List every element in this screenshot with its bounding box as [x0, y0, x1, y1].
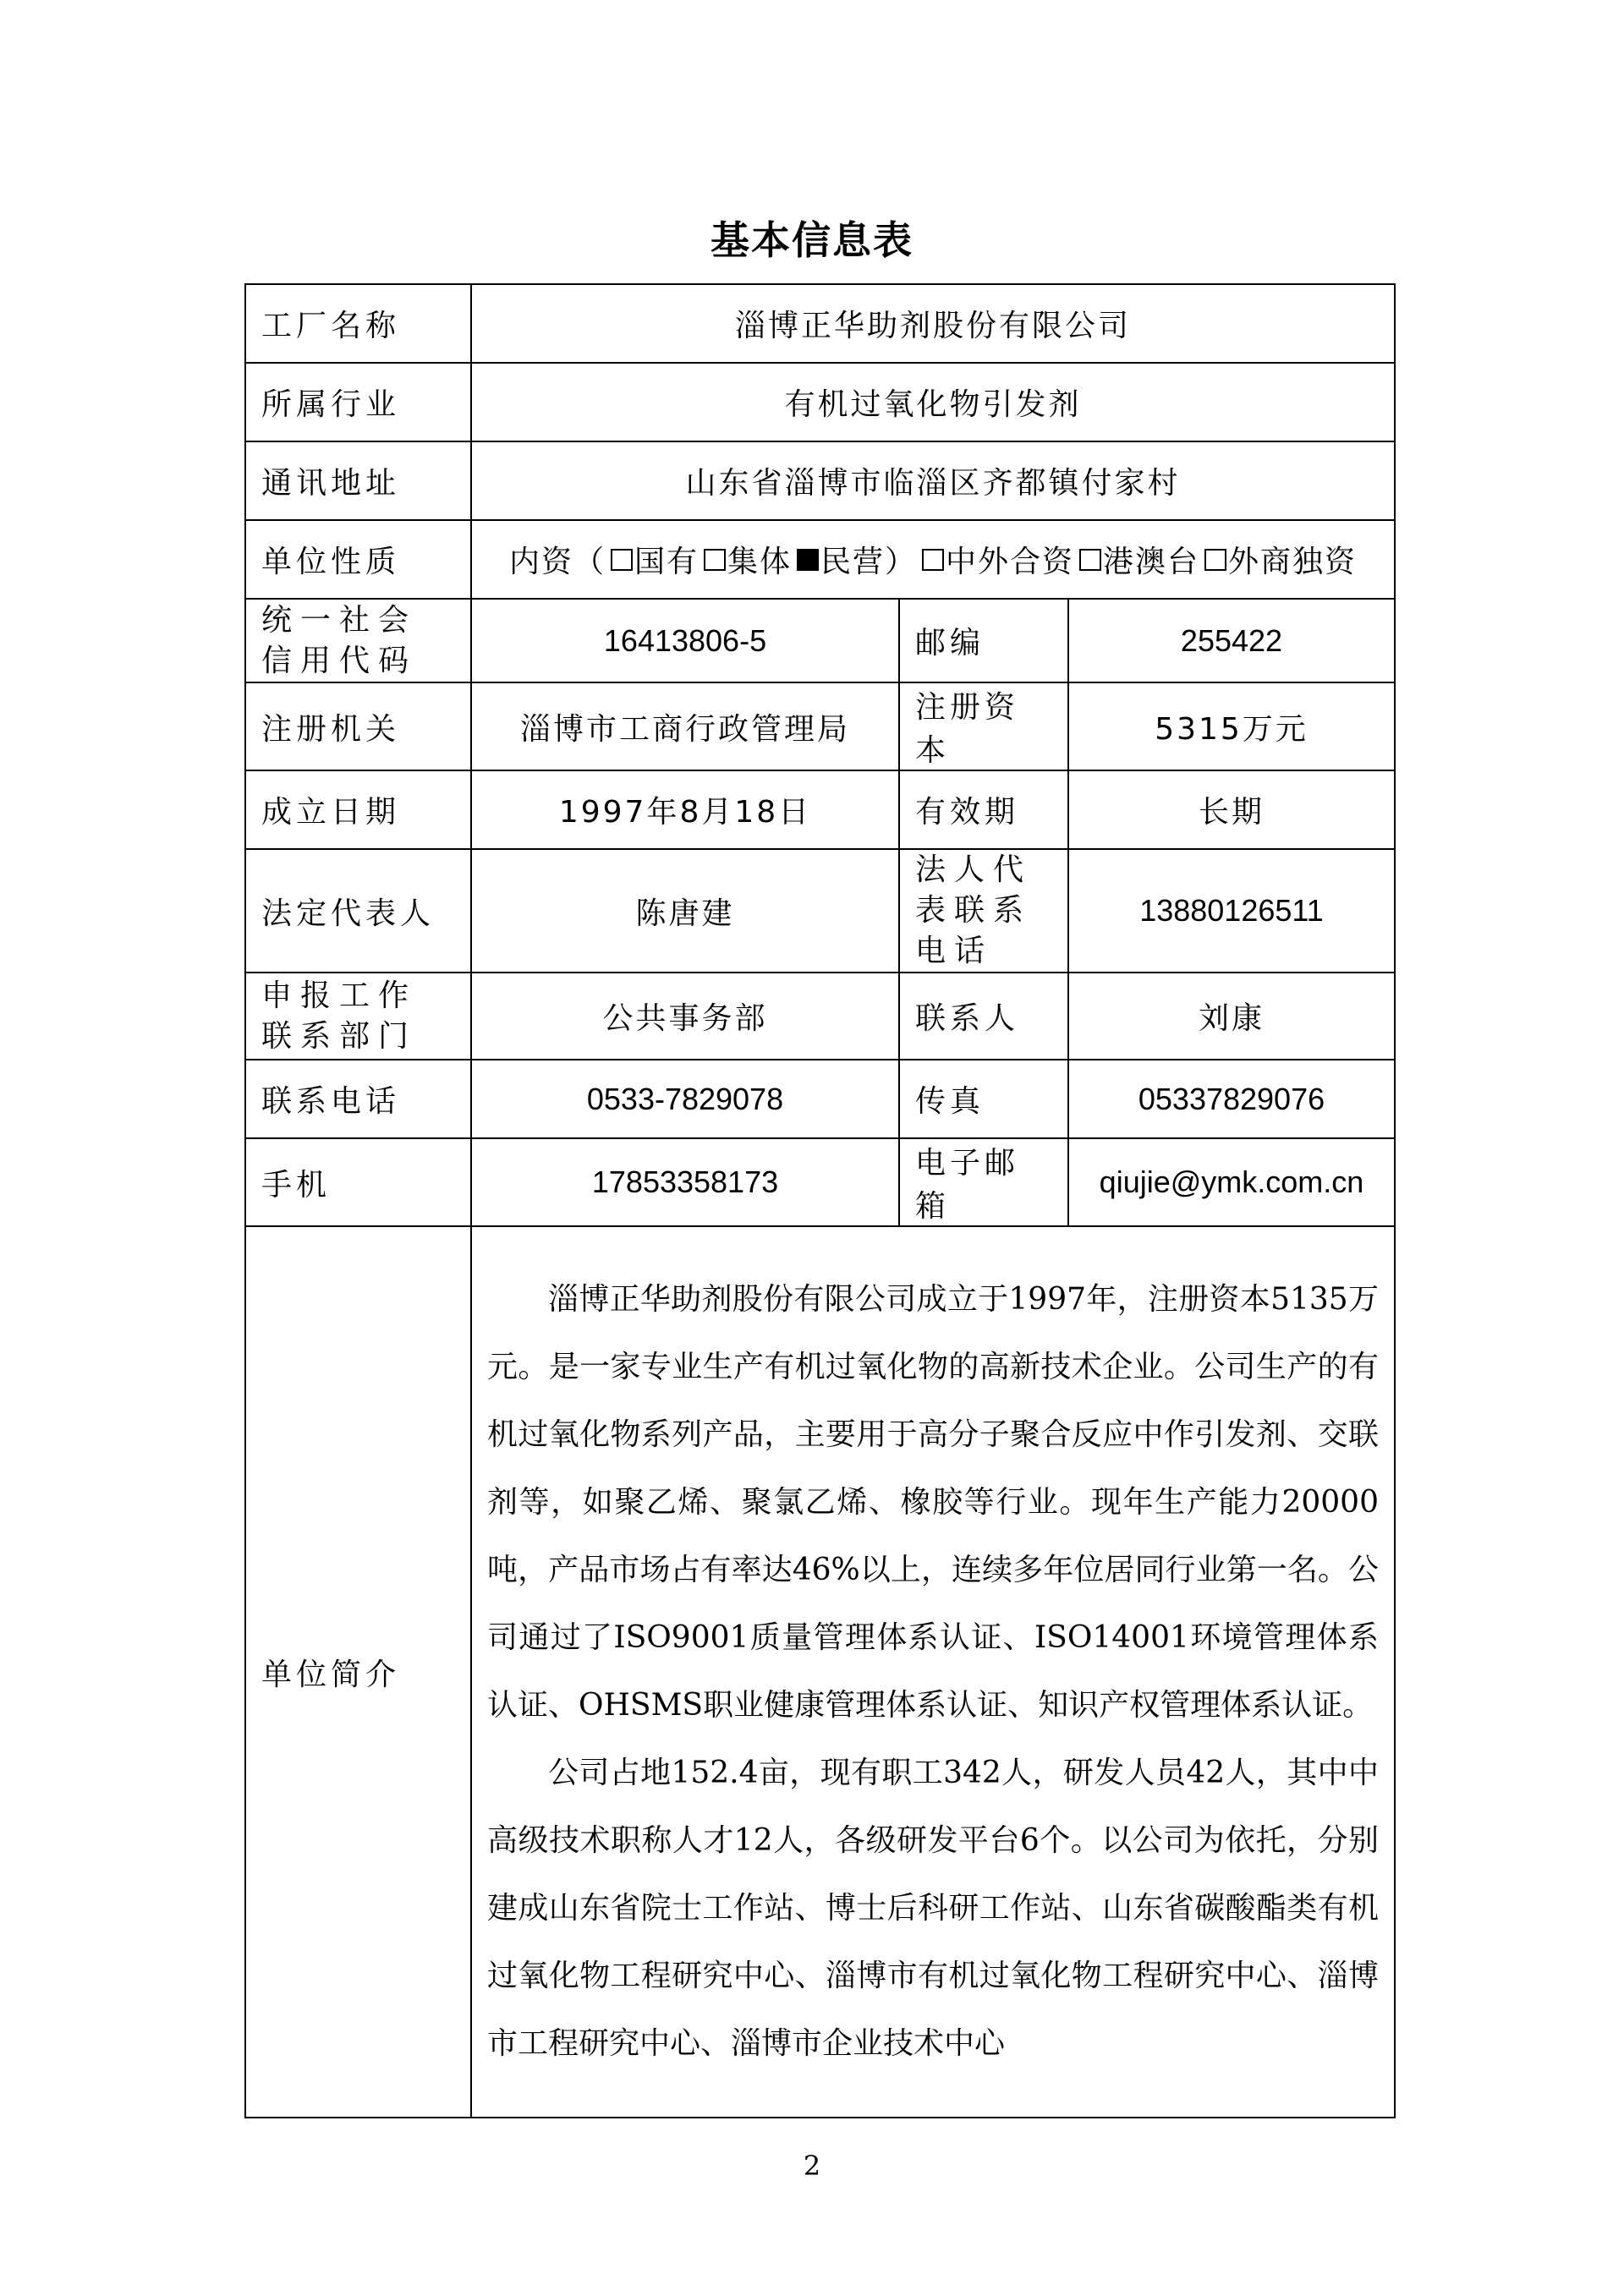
checkbox-private-checked: [797, 549, 819, 571]
legal-rep-value: 陈唐建: [471, 849, 899, 973]
industry-value: 有机过氧化物引发剂: [471, 363, 1395, 441]
foreign-owned-text: 外商独资: [1228, 545, 1358, 579]
unit-nature-value: [471, 520, 1395, 599]
established-date-value: 1997年8月18日: [471, 770, 899, 849]
checkbox-foreign-owned: [1204, 549, 1226, 571]
postcode-value: 255422: [1068, 599, 1395, 682]
row-established: [245, 770, 1395, 849]
email-value: qiujie@ymk.com.cn: [1068, 1138, 1395, 1226]
phone-label: 联系电话: [245, 1060, 471, 1138]
established-date-label: 成立日期: [245, 770, 471, 849]
fax-label: 传真: [899, 1060, 1068, 1138]
fax-value: 05337829076: [1068, 1060, 1395, 1138]
state-owned-text: 国有: [634, 545, 699, 579]
phone-value: 0533-7829078: [471, 1060, 899, 1138]
row-industry: [245, 363, 1395, 441]
legal-rep-phone-value: 13880126511: [1068, 849, 1395, 973]
credit-code-label: 统一社会信用代码: [245, 599, 471, 682]
page-title: 基本信息表: [710, 217, 914, 263]
industry-label: 所属行业: [245, 363, 471, 441]
checkbox-joint-venture: [922, 549, 944, 571]
checkbox-state-owned: [611, 549, 633, 571]
contact-dept-label: 申报工作联系部门: [245, 973, 471, 1060]
intro-label: 单位简介: [245, 1226, 471, 2118]
checkbox-hk-macao-taiwan: [1079, 549, 1101, 571]
private-text: 民营）: [820, 545, 917, 579]
mobile-label: 手机: [245, 1138, 471, 1226]
intro-paragraph: 公司占地152.4亩，现有职工342人，研发人员42人，其中中高级技术职称人才12人，各级研发平台6个。以公司为依托，分别建成山东省院士工作站、博士后科研工作站、山东省碳酸酯类有机过氧化物工程研究中心、淄博市有机过氧化物工程研究中心、淄博市工程研究中心、淄博市企业技术中心: [487, 1756, 1379, 2061]
intro-paragraph: 淄博正华助剂股份有限公司成立于1997年，注册资本5135万元。是一家专业生产有机过氧化物的高新技术企业。公司生产的有机过氧化物系列产品，主要用于高分子聚合反应中作引发剂、交联剂等，如聚乙烯、聚氯乙烯、橡胶等行业。现年生产能力20000吨，产品市场占有率达46%以上，连续多年位居同行业第一名。公司通过了ISO9001质量管理体系认证、ISO14001环境管理体系认证、OHSMS职业健康管理体系认证、知识产权管理体系认证。: [487, 1282, 1379, 1723]
factory-name-value: 淄博正华助剂股份有限公司: [471, 284, 1395, 363]
row-address: [245, 441, 1395, 520]
mobile-value: 17853358173: [471, 1138, 899, 1226]
registration-authority-value: 淄博市工商行政管理局: [471, 682, 899, 770]
credit-code-value: 16413806-5: [471, 599, 899, 682]
registration-authority-label: 注册机关: [245, 682, 471, 770]
domestic-capital-text: 内资（: [508, 545, 606, 579]
checkbox-collective: [704, 549, 726, 571]
row-contact-dept: [245, 973, 1395, 1060]
unit-nature-options: [487, 538, 1379, 581]
row-mobile: [245, 1138, 1395, 1226]
validity-label: 有效期: [899, 770, 1068, 849]
row-credit-code: [245, 599, 1395, 682]
page-number: 2: [803, 2150, 821, 2182]
joint-venture-text: 中外合资: [946, 545, 1075, 579]
collective-text: 集体: [727, 545, 792, 579]
hk-macao-taiwan-text: 港澳台: [1103, 545, 1200, 579]
row-legal-rep: [245, 849, 1395, 973]
legal-rep-label: 法定代表人: [245, 849, 471, 973]
row-factory-name: [245, 284, 1395, 363]
contact-person-value: 刘康: [1068, 973, 1395, 1060]
validity-value: 长期: [1068, 770, 1395, 849]
basic-info-table: [244, 283, 1396, 2118]
contact-person-label: 联系人: [899, 973, 1068, 1060]
registered-capital-label: 注册资本: [899, 682, 1068, 770]
address-label: 通讯地址: [245, 441, 471, 520]
contact-dept-value: 公共事务部: [471, 973, 899, 1060]
row-intro: [245, 1226, 1395, 2118]
address-value: 山东省淄博市临淄区齐都镇付家村: [471, 441, 1395, 520]
intro-content: [471, 1226, 1395, 2118]
row-phone: [245, 1060, 1395, 1138]
factory-name-label: 工厂名称: [245, 284, 471, 363]
row-unit-nature: [245, 520, 1395, 599]
row-registration: [245, 682, 1395, 770]
email-label: 电子邮箱: [899, 1138, 1068, 1226]
postcode-label: 邮编: [899, 599, 1068, 682]
registered-capital-value: 5315万元: [1068, 682, 1395, 770]
legal-rep-phone-label: 法人代表联系电话: [899, 849, 1068, 973]
unit-nature-label: 单位性质: [245, 520, 471, 599]
